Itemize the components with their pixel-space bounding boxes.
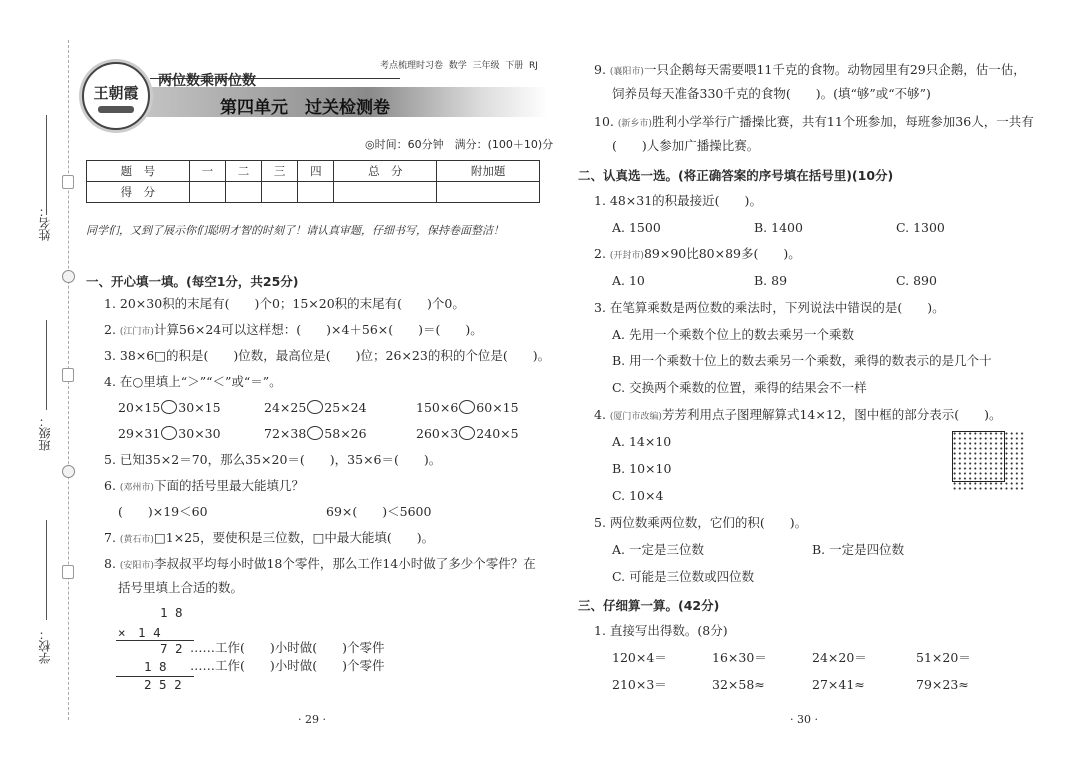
cell: 三	[262, 161, 298, 182]
score-header-row	[87, 161, 540, 182]
q2-5-b: B. 一定是四位数	[812, 542, 905, 557]
compare-5: 72×38 58×26	[264, 426, 367, 441]
q2-4: 4. (厦门市改编)芳芳利用点子图理解算式14×12，图中框的部分表示( )。	[594, 407, 1002, 422]
score-cell[interactable]	[334, 182, 437, 203]
q2-3: 3. 在笔算乘数是两位数的乘法时，下列说法中错误的是( )。	[594, 300, 945, 315]
compare-1: 20×15 30×15	[118, 400, 221, 415]
calc: 79×23≈	[916, 677, 969, 692]
q1-9: 9. (襄阳市)一只企鹅每天需要喂11千克的食物。动物园里有29只企鹅，估一估，	[594, 62, 1026, 77]
school-line	[46, 520, 47, 620]
q2-3-a: A. 先用一个乘数个位上的数去乘另一个乘数	[612, 327, 854, 342]
q2-2-c: C. 890	[896, 273, 937, 288]
score-cell[interactable]	[262, 182, 298, 203]
margin-tab	[62, 175, 74, 189]
q2-4-b: B. 10×10	[612, 461, 672, 476]
page-title: 第四单元 过关检测卷	[220, 98, 390, 118]
calc: 24×20＝	[812, 650, 867, 665]
q1-2: 2. (江门市)计算56×24可以这样想：( )×4＋56×( )＝( )。	[104, 322, 483, 337]
q1-4: 4. 在○里填上“＞”“＜”或“＝”。	[104, 374, 282, 389]
q1-6: 6. (邓州市)下面的括号里最大能填几？	[104, 478, 304, 493]
section-1-title: 一、开心填一填。(每空1分，共25分)	[86, 274, 299, 289]
vert-row-4: 1 8	[144, 659, 167, 674]
binding-hole	[62, 270, 75, 283]
margin-tab	[62, 565, 74, 579]
name-line	[46, 115, 47, 215]
section-3-title: 三、仔细算一算。(42分)	[578, 598, 720, 613]
q1-7: 7. (黄石市)□1×25，要使积是三位数，□中最大能填( )。	[104, 530, 435, 545]
score-cell[interactable]	[437, 182, 540, 203]
cell: 总 分	[334, 161, 437, 182]
q1-10: 10. (新乡市)胜利小学举行广播操比赛，共有11个班参加，每班参加36人，一共有	[594, 114, 1034, 129]
score-value-row	[87, 182, 540, 203]
q2-2-a: A. 10	[612, 273, 645, 288]
cell: 附加题	[437, 161, 540, 182]
vert-note-2: ……工作( )小时做( )个零件	[190, 658, 385, 673]
vert-row-2: × 1 4	[118, 625, 161, 640]
vert-row-1: 1 8	[160, 605, 183, 620]
q1-6a: ( )×19＜60	[118, 504, 208, 519]
q2-4-c: C. 10×4	[612, 488, 664, 503]
q1-6b: 69×( )＜5600	[326, 504, 432, 519]
logo	[82, 62, 150, 130]
q2-1-b: B. 1400	[754, 220, 803, 235]
binding-hole	[62, 465, 75, 478]
q3-1: 1. 直接写出得数。(8分)	[594, 623, 728, 638]
cell: 二	[225, 161, 261, 182]
logo-text: 王朝霞	[93, 84, 139, 102]
class-line	[46, 320, 47, 410]
compare-4: 29×31 30×30	[118, 426, 221, 441]
dot-array-frame	[952, 431, 1005, 482]
dot-array-figure	[952, 431, 1026, 491]
q2-3-c: C. 交换两个乘数的位置，乘得的结果会不一样	[612, 380, 867, 395]
vert-note-1: ……工作( )小时做( )个零件	[190, 640, 385, 655]
q1-3: 3. 38×6□的积是( )位数，最高位是( )位；26×23的积的个位是( )。	[104, 348, 551, 363]
score-cell[interactable]	[298, 182, 334, 203]
q2-2-b: B. 89	[754, 273, 788, 288]
q2-5-c: C. 可能是三位数或四位数	[612, 569, 755, 584]
section-2-title: 二、认真选一选。(将正确答案的序号填在括号里)(10分)	[578, 168, 894, 183]
time-info: ◎时间：60分钟 满分：(100＋10)分	[365, 138, 554, 151]
score-cell[interactable]	[225, 182, 261, 203]
q1-10-cont: ( )人参加广播操比赛。	[612, 138, 760, 153]
q1-5: 5. 已知35×2＝70，那么35×20＝( )，35×6＝( )。	[104, 452, 442, 467]
subtitle: 两位数乘两位数	[158, 73, 256, 89]
compare-2: 24×25 25×24	[264, 400, 367, 415]
compare-6: 260×3 240×5	[416, 426, 519, 441]
calc: 210×3＝	[612, 677, 667, 692]
vert-row-3: 7 2	[160, 641, 183, 656]
margin-tab	[62, 368, 74, 382]
cell: 四	[298, 161, 334, 182]
cell: 一	[189, 161, 225, 182]
class-label: 班级：	[38, 415, 52, 451]
calc: 51×20＝	[916, 650, 971, 665]
compare-3: 150×6 60×15	[416, 400, 519, 415]
q2-5: 5. 两位数乘两位数，它们的积( )。	[594, 515, 808, 530]
q2-5-a: A. 一定是三位数	[612, 542, 704, 557]
q2-1-c: C. 1300	[896, 220, 945, 235]
score-cell[interactable]	[189, 182, 225, 203]
cell: 题 号	[87, 161, 190, 182]
name-label: 姓名：	[38, 205, 52, 241]
page-number-left: · 29 ·	[298, 713, 326, 726]
q2-1: 1. 48×31的积最接近( )。	[594, 193, 762, 208]
q2-2: 2. (开封市)89×90比80×89多( )。	[594, 246, 801, 261]
school-label: 学校：	[38, 628, 52, 664]
vert-row-5: 2 5 2	[144, 677, 182, 692]
q1-8-cont: 括号里填上合适的数。	[118, 580, 244, 595]
q1-8: 8. (安阳市)李叔叔平均每小时做18个零件，那么工作14小时做了多少个零件？在	[104, 556, 536, 571]
intro-text: 同学们，又到了展示你们聪明才智的时刻了！请认真审题，仔细书写，保持卷面整洁！	[86, 224, 504, 237]
q2-4-a: A. 14×10	[612, 434, 672, 449]
q1-1: 1. 20×30积的末尾有( )个0；15×20积的末尾有( )个0。	[104, 296, 465, 311]
logo-ribbon	[98, 106, 134, 113]
calc: 120×4＝	[612, 650, 667, 665]
score-table	[86, 160, 540, 203]
q1-9-cont: 饲养员每天准备330千克的食物( )。(填“够”或“不够”)	[612, 86, 931, 101]
q2-1-a: A. 1500	[612, 220, 661, 235]
page-number-right: · 30 ·	[790, 713, 818, 726]
q2-3-b: B. 用一个乘数十位上的数去乘另一个乘数，乘得的数表示的是几个十	[612, 353, 992, 368]
header-meta: 考点梳理时习卷 数学 三年级 下册 RJ	[380, 61, 538, 71]
calc: 32×58≈	[712, 677, 765, 692]
calc: 27×41≈	[812, 677, 865, 692]
cell: 得 分	[87, 182, 190, 203]
calc: 16×30＝	[712, 650, 767, 665]
